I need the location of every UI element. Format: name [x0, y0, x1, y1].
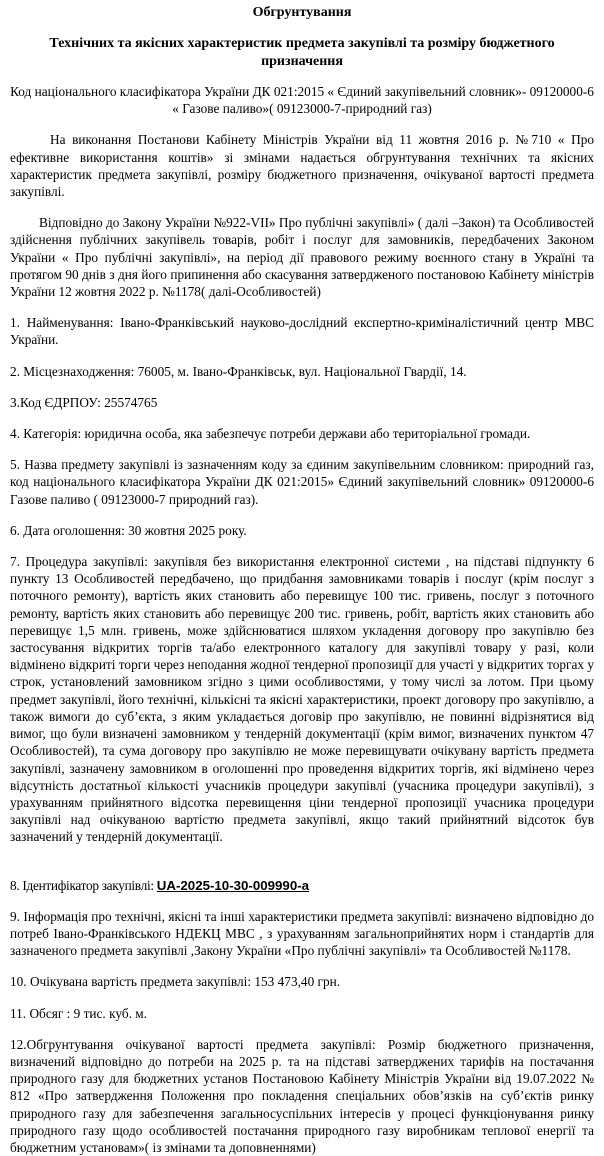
item-expected-cost: 10. Очікувана вартість предмета закупівлі: 153 473,40 грн.	[10, 974, 341, 990]
document-title: Обгрунтування	[252, 5, 352, 20]
item-date: 6. Дата оголошення: 30 жовтня 2025 року.	[10, 522, 247, 538]
item-characteristics: 9. Інформація про технічні, якісні та інші характеристики предмета закупівлі: визначено відповідно до потреб Івано-Франківського НДЕКЦ МВС , з урахуванням загальноприйнятих норм і стандартів для зазначеного предмета закупівлі ,Закону України «Про публічні закупівлі» та Особливостей №1178.	[10, 908, 594, 959]
classifier-code: Код національного класифікатора України ДК 021:2015 « Єдиний закупівельний словник»- 09120000-6 « Газове паливо»( 09123000-7-природний газ)	[10, 84, 594, 117]
item-volume: 11. Обсяг : 9 тис. куб. м.	[10, 1005, 147, 1021]
item-cost-justification: 12.Обгрунтування очікуваної вартості предмета закупівлі: Розмір бюджетного призначення, визначений відповідно до потреби на 2025 р. та на підставі затверджених тарифів на постачання природного газу для бюджетних установ Постановою Кабінету Міністрів України від 19.07.2022 № 812 «Про затвердження Положення про покладення спеціальних обов’язків на суб’єктів ринку природного газу для забезпечення загальносуспільних інтересів у процесі функціонування ринку природного газу щодо особливостей постачання природного газу виробникам теплової енергії та бюджетним установам»( із змінами та доповненнями)	[10, 1036, 594, 1155]
intro-paragraph: На виконання Постанови Кабінету Міністрів України від 11 жовтня 2016 р. №710 « Про ефективне використання коштів» зі змінами надається обгрунтування технічних та якісних характеристик предмета закупівлі, розміру бюджетного призначення, очікуваної вартості предмета закупівлі.	[10, 132, 594, 200]
identifier-label: 8. Ідентифікатор закупівлі:	[10, 877, 157, 893]
item-procedure: 7. Процедура закупівлі: закупівля без використання електронної системи , на підставі підпункту 6 пункту 13 Особливостей передбачено, що придбання замовниками товарів і послуг (крім послуг з поточного ремонту), вартість яких становить або перевищує 100 тис. гривень, послуг з поточного ремонту, вартість яких становить або перевищує 200 тис. гривень, робіт, вартість яких становить або перевищує 1,5 млн. гривень, може здійснюватися шляхом укладення договору про закупівлю без застосування відкритих торгів та/або електронного каталогу для закупівлі товару у разі, коли відмінено відкриті торги через неподання жодної тендерної пропозиції для участі у відкритих торгах у строк, установлений замовником згідно з цими особливостями, у тому числі за лотом. При цьому предмет закупівлі, його технічні, кількісні та якісні характеристики, проект договору про закупівлю, а також вимоги до суб’єкта, з яким укладається договір про закупівлю, не повинні відрізнятися від вимог, що були визначені замовником у тендерній документації (крім вимог, визначених пунктом 47 Особливостей), та сума договору про закупівлю не може перевищувати очікувану вартість предмета закупівлі, зазначену замовником в оголошенні про проведення відкритих торгів, які відмінено через відсутність достатньої кількості учасників процедури закупівлі (учасника процедури закупівлі), з урахуванням прийнятного відсотка перевищення ціни тендерної пропозиції учасника процедури закупівлі над очікуваною вартістю предмета закупівлі, якщо такий прийнятний відсоток був зазначений у тендерній документації.	[10, 554, 594, 845]
law-paragraph: Відповідно до Закону України №922-VII» Про публічні закупівлі» ( далі –Закон) та Особливостей здійснення публічних закупівель товарів, робіт і послуг для замовників, передбачених Законом України « Про публічні закупівлі», на період дії правового режиму воєнного стану в Україні та протягом 90 днів з дня його припинення або скасування затвердженого постановою Кабінету міністрів України 12 жовтня 2022 р. №1178( далі-Особливостей)	[10, 215, 594, 300]
document-subtitle: Технічних та якісних характеристик предмета закупівлі та розміру бюджетного призначення	[49, 36, 555, 69]
identifier-value[interactable]: UA-2025-10-30-009990-a	[156, 877, 310, 893]
item-identifier	[10, 877, 594, 894]
item-location: 2. Місцезнаходження: 76005, м. Івано-Франківськ, вул. Національної Гвардії, 14.	[10, 363, 467, 379]
item-category: 4. Категорія: юридична особа, яка забезпечує потреби держави або територіальної громади.	[10, 426, 531, 442]
item-subject: 5. Назва предмету закупівлі із зазначенням коду за єдиним закупівельним словником: природний газ, код національного класифікатора України ДК 021:2015» Єдиний закупівельний словник» 09120000-6 Газове паливо ( 09123000-7 природний газ).	[10, 457, 594, 507]
item-edrpou: 3.Код ЄДРПОУ: 25574765	[10, 394, 158, 410]
item-name: 1. Найменування: Івано-Франківський науково-дослідний експертно-криміналістичний центр МВС України.	[10, 315, 594, 348]
